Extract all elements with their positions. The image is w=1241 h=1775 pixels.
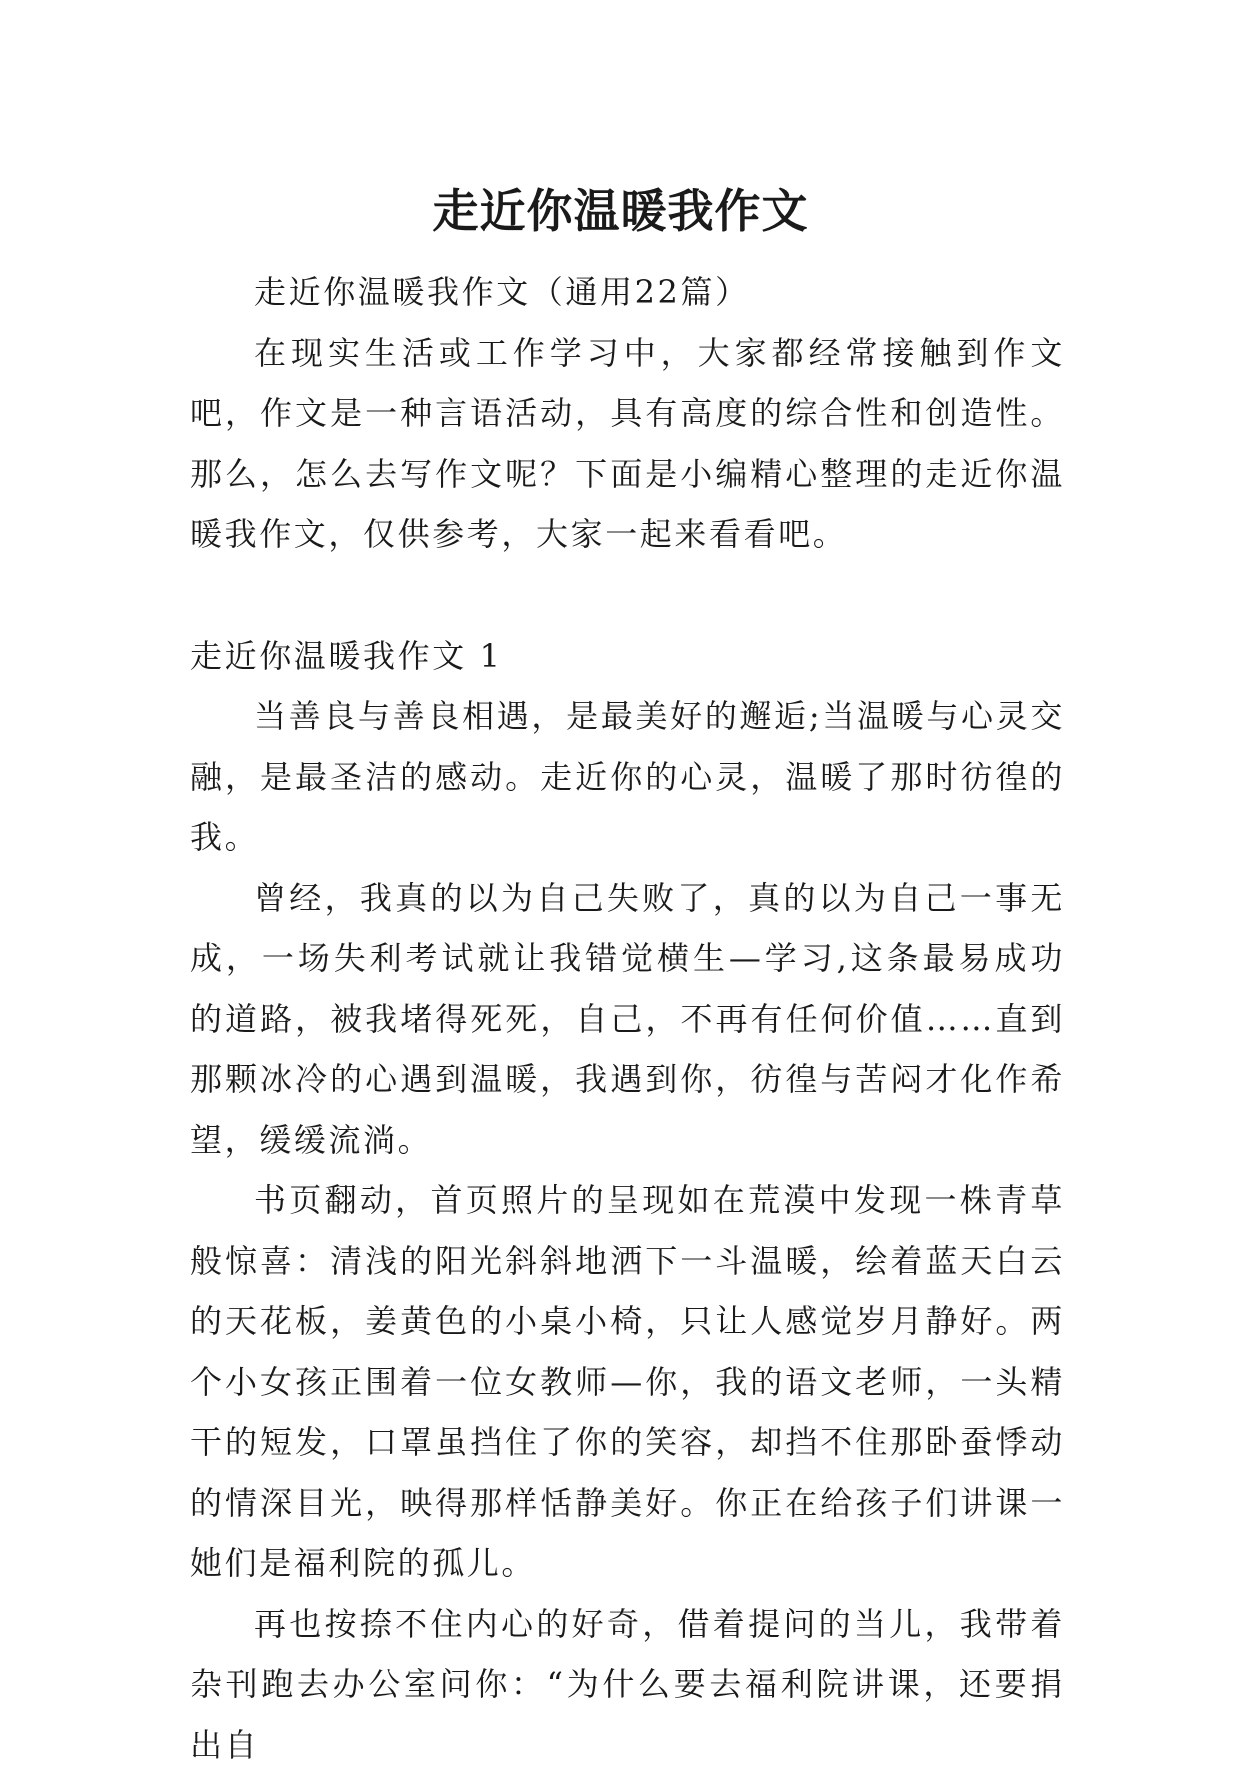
- intro-paragraph: 在现实生活或工作学习中，大家都经常接触到作文吧，作文是一种言语活动，具有高度的综合性和创造性。那么，怎么去写作文呢？下面是小编精心整理的走近你温暖我作文，仅供参考，大家一起来看看吧。: [190, 323, 1065, 565]
- body-paragraph: 书页翻动，首页照片的呈现如在荒漠中发现一株青草般惊喜：清浅的阳光斜斜地洒下一斗温暖，绘着蓝天白云的天花板，姜黄色的小桌小椅，只让人感觉岁月静好。两个小女孩正围着一位女教师—你，我的语文老师，一头精干的短发，口罩虽挡住了你的笑容，却挡不住那卧蚕悸动的情深目光，映得那样恬静美好。你正在给孩子们讲课一她们是福利院的孤儿。: [190, 1170, 1065, 1594]
- body-paragraph: 再也按捺不住内心的好奇，借着提问的当儿，我带着杂刊跑去办公室问你：“为什么要去福利院讲课，还要捐出自: [190, 1594, 1065, 1775]
- section-heading: 走近你温暖我作文 1: [190, 626, 1065, 687]
- body-paragraph: 曾经，我真的以为自己失败了，真的以为自己一事无成，一场失利考试就让我错觉横生—学习,这条最易成功的道路，被我堵得死死，自己，不再有任何价值……直到那颗冰冷的心遇到温暖，我遇到你，彷徨与苦闷才化作希望，缓缓流淌。: [190, 868, 1065, 1171]
- document-title: 走近你温暖我作文: [0, 181, 1241, 241]
- document-body: [190, 262, 1065, 1775]
- document-subtitle: 走近你温暖我作文（通用22篇）: [190, 262, 1065, 323]
- body-paragraph: 当善良与善良相遇，是最美好的邂逅;当温暖与心灵交融，是最圣洁的感动。走近你的心灵，温暖了那时彷徨的我。: [190, 686, 1065, 868]
